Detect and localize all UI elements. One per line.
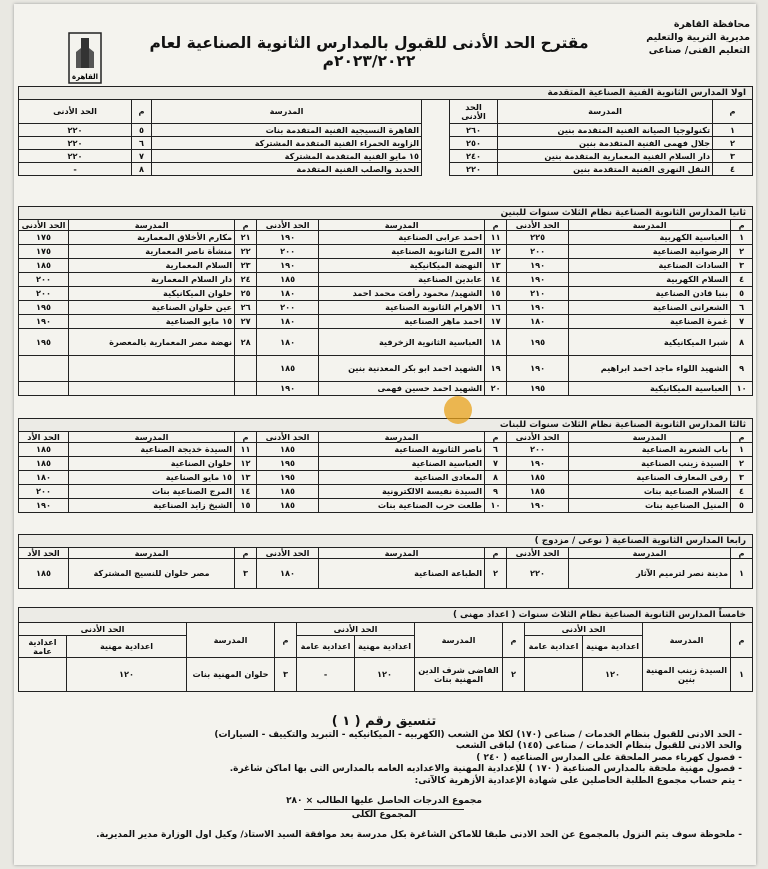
s2-num: ٢٣ <box>235 259 257 273</box>
s3-school: رقى المعارف الصناعية <box>569 471 731 485</box>
s2-min: ١٨٠ <box>257 287 319 301</box>
s3-row <box>19 471 753 485</box>
s1-school: الحديد والصلب الفنية المتقدمة <box>152 163 422 176</box>
s3-min: ١٩٠ <box>19 499 69 513</box>
s2-school <box>69 356 235 382</box>
s3-school: العباسية الصناعية <box>319 457 485 471</box>
s1-min: - <box>19 163 132 176</box>
s2-min: ١٩٠ <box>507 301 569 315</box>
s2-min: ٢٠٠ <box>507 245 569 259</box>
s2-num: ٢ <box>731 245 753 259</box>
s3-min: ١٩٥ <box>257 457 319 471</box>
s2-num: ٥ <box>731 287 753 301</box>
s3-school: المنيل الصناعية بنات <box>569 499 731 513</box>
s5-sub-general: اعدادية عامة <box>19 636 67 658</box>
section1-title: اولا المدارس الثانوية الفنية الصناعية المتقدمة <box>19 87 753 100</box>
s2-num: ٢٢ <box>235 245 257 259</box>
s3-num: ٥ <box>731 499 753 513</box>
s5-gen <box>525 658 583 692</box>
s2-header-min: الحد الأدنى <box>257 220 319 231</box>
s2-num: ٢١ <box>235 231 257 245</box>
s2-min: ١٨٠ <box>257 315 319 329</box>
s3-row <box>19 499 753 513</box>
s2-school: السلام المعمارية <box>69 259 235 273</box>
s2-min: ٢١٠ <box>507 287 569 301</box>
s3-header-school: المدرسة <box>569 432 731 443</box>
s1-min: ٢٢٠ <box>19 150 132 163</box>
s5-header-min: الحد الأدنى <box>297 623 415 636</box>
s3-min: ١٨٥ <box>507 471 569 485</box>
s2-school: مكارم الأخلاق المعمارية <box>69 231 235 245</box>
s3-school: ناصر الثانوية الصناعية <box>319 443 485 457</box>
s2-row <box>19 329 753 356</box>
s3-min: ١٨٥ <box>507 485 569 499</box>
s1-num: ٦ <box>132 137 152 150</box>
s1-school: دار السلام الفنية المعمارية المتقدمة بنين <box>498 150 713 163</box>
s3-school: حلوان الصناعية <box>69 457 235 471</box>
s5-header-num: م <box>275 623 297 658</box>
s1-school: القاهرة النسيجية الفنية المتقدمة بنات <box>152 124 422 137</box>
section2-rows <box>19 231 753 396</box>
s2-num: ٤ <box>731 273 753 287</box>
s2-num: ١٩ <box>485 356 507 382</box>
s4-header-min: الحد الأد <box>19 548 69 559</box>
s4-header-num: م <box>731 548 753 559</box>
s2-school: بنبا قادن الصناعية <box>569 287 731 301</box>
s4-num: ١ <box>731 559 753 589</box>
s3-school: السيدة زينب الصناعية <box>569 457 731 471</box>
s3-num: ٨ <box>485 471 507 485</box>
s2-num: ١١ <box>485 231 507 245</box>
s5-voc: ١٢٠ <box>355 658 415 692</box>
s2-school <box>69 382 235 396</box>
s1-gap <box>422 137 450 150</box>
s3-min: ١٨٠ <box>19 471 69 485</box>
s1-min: ٢٥٠ <box>450 137 498 150</box>
s4-header-num: م <box>485 548 507 559</box>
s2-school: الشهيد/ محمود رأفت محمد احمد <box>319 287 485 301</box>
s2-min: ١٩٠ <box>507 356 569 382</box>
s3-min: ٢٠٠ <box>507 443 569 457</box>
s3-num: ٩ <box>485 485 507 499</box>
s1-min: ٢٤٠ <box>450 150 498 163</box>
s2-school: احمد عرابى الصناعية <box>319 231 485 245</box>
s2-school: الاهرام الثانوية الصناعية <box>319 301 485 315</box>
s5-gen: - <box>297 658 355 692</box>
s1-header-min: الحد الأدنى <box>450 100 498 124</box>
s2-num: ١٧ <box>485 315 507 329</box>
s2-num: ٢٧ <box>235 315 257 329</box>
s3-num: ١ <box>731 443 753 457</box>
section3-title: ثالثا المدارس الثانوية الصناعية نظام الثلاث سنوات للبنات <box>19 419 753 432</box>
note-line: - يتم حساب مجموع الطلبة الحاصلين على شهادة الإعدادية الأزهرية كالآتى: <box>414 775 742 786</box>
s4-school: مصر حلوان للنسيج المشتركة <box>69 559 235 589</box>
s1-header-school-2: المدرسة <box>152 100 422 124</box>
s1-school: ١٥ مايو الفنية المتقدمة المشتركة <box>152 150 422 163</box>
s4-school: مدينة نصر لترميم الآثار <box>569 559 731 589</box>
s2-school: دار السلام المعمارية <box>69 273 235 287</box>
s2-num: ١٨ <box>485 329 507 356</box>
section2-table <box>18 206 753 396</box>
s2-header-num: م <box>731 220 753 231</box>
s1-num: ٤ <box>713 163 753 176</box>
s5-header-school: المدرسة <box>415 623 503 658</box>
s1-num: ١ <box>713 124 753 137</box>
s2-num: ١٤ <box>485 273 507 287</box>
s1-min: ٢٦٠ <box>450 124 498 137</box>
s4-header-school: المدرسة <box>569 548 731 559</box>
s2-school: الرضوانية الصناعية <box>569 245 731 259</box>
s3-min: ١٨٥ <box>19 443 69 457</box>
s3-header-min: الحد الأد <box>19 432 69 443</box>
s3-header-school: المدرسة <box>69 432 235 443</box>
s3-school: طلعت حرب الصناعية بنات <box>319 499 485 513</box>
s3-header-num: م <box>731 432 753 443</box>
document-page <box>14 4 756 865</box>
directorate-line-1: محافظة القاهرة <box>673 19 750 30</box>
s1-school: النقل النهرى الفنية المتقدمة بنين <box>498 163 713 176</box>
watermark-icon <box>444 396 472 424</box>
s2-row <box>19 301 753 315</box>
s3-school: ١٥ مايو الصناعية <box>69 471 235 485</box>
s3-num: ١٢ <box>235 457 257 471</box>
s2-row <box>19 287 753 301</box>
s2-min: ٢٠٠ <box>257 245 319 259</box>
formula-denominator: المجموع الكلى <box>304 809 464 822</box>
s3-row <box>19 485 753 499</box>
s3-header-min: الحد الأدنى <box>507 432 569 443</box>
s4-min: ١٨٠ <box>257 559 319 589</box>
s5-num: ١ <box>731 658 753 692</box>
s5-sub-vocational: اعدادية مهنية <box>355 636 415 658</box>
s2-header-school: المدرسة <box>319 220 485 231</box>
section4-table <box>18 534 753 589</box>
s3-min: ١٨٥ <box>257 443 319 457</box>
s1-header-school: المدرسة <box>498 100 713 124</box>
s2-school: غمرة الصناعية <box>569 315 731 329</box>
s2-min: ١٨٠ <box>507 315 569 329</box>
s2-min <box>19 356 69 382</box>
formula-numerator: مجموع الدرجات الحاصل عليها الطالب × ٢٨٠ <box>286 795 482 806</box>
s2-min: ١٩٠ <box>507 273 569 287</box>
s2-min: ١٩٠ <box>257 382 319 396</box>
s3-num: ١٣ <box>235 471 257 485</box>
s2-school: الشهيد احمد حسين فهمى <box>319 382 485 396</box>
s3-row <box>19 457 753 471</box>
s2-school: الشهيد احمد ابو بكر المعدنية بنين <box>319 356 485 382</box>
s3-school: المرج الصناعية بنات <box>69 485 235 499</box>
note-line: - الحد الادنى للقبول بنظام الخدمات / صناعى (١٧٠) لكلا من الشعب (الكهربيه - الميكانيكيه - التبريد والتكييف - السيارات) <box>214 729 742 740</box>
s2-min: ٢٢٥ <box>507 231 569 245</box>
notes-title: تنسيق رقم ( ١ ) <box>331 714 437 729</box>
s2-min: ١٧٥ <box>19 245 69 259</box>
s5-school: حلوان المهنية بنات <box>187 658 275 692</box>
s5-sub-vocational: اعدادية مهنية <box>67 636 187 658</box>
s4-header-min: الحد الأدنى <box>507 548 569 559</box>
s2-num: ٢٦ <box>235 301 257 315</box>
s4-num: ٢ <box>485 559 507 589</box>
s3-header-num: م <box>485 432 507 443</box>
s2-school: السادات الصناعية <box>569 259 731 273</box>
s2-num: ٨ <box>731 329 753 356</box>
s5-header-min: الحد الأدنى <box>19 623 187 636</box>
s1-school: جلال فهمى الفنية المتقدمة بنين <box>498 137 713 150</box>
s2-school: النهضة الميكانيكية <box>319 259 485 273</box>
s3-min: ١٩٠ <box>507 499 569 513</box>
s1-num: ٨ <box>132 163 152 176</box>
s2-header-num: م <box>235 220 257 231</box>
s3-num: ١٤ <box>235 485 257 499</box>
notes-block <box>26 716 742 841</box>
s1-gap <box>422 163 450 176</box>
s2-num: ٧ <box>731 315 753 329</box>
s5-sub-general: اعدادية عامة <box>525 636 583 658</box>
s2-school: السلام الكهربية <box>569 273 731 287</box>
s2-school: منشأة ناصر المعمارية <box>69 245 235 259</box>
s5-sub-vocational: اعدادية مهنية <box>583 636 643 658</box>
s2-min: ١٩٥ <box>19 329 69 356</box>
s3-row <box>19 443 753 457</box>
s4-min: ١٨٥ <box>19 559 69 589</box>
s5-gen <box>19 658 67 692</box>
s5-voc: ١٢٠ <box>67 658 187 692</box>
s2-num: ٢٠ <box>485 382 507 396</box>
s2-min: ١٩٥ <box>507 329 569 356</box>
section2-title: ثانيا المدارس الثانوية الصناعية نظام الثلاث سنوات للبنين <box>19 207 753 220</box>
s2-num: ١ <box>731 231 753 245</box>
s3-num: ٣ <box>731 471 753 485</box>
s3-num: ٧ <box>485 457 507 471</box>
s2-header-min: الحد الأدنى <box>19 220 69 231</box>
note-line: - فصول مهنية ملحقة بالمدارس الصناعية ( ١٧٠ ) للإعدادية المهنية والاعداديه العامه بالمدارس التى بها اماكن شاغرة. <box>229 764 742 775</box>
s2-header-num: م <box>485 220 507 231</box>
s2-school: حلوان الميكانيكية <box>69 287 235 301</box>
s2-min: ١٩٠ <box>19 315 69 329</box>
s2-header-min: الحد الأدنى <box>507 220 569 231</box>
s2-row <box>19 231 753 245</box>
s4-header-school: المدرسة <box>319 548 485 559</box>
s3-school: السيدة خديجة الصناعية <box>69 443 235 457</box>
s1-num: ٣ <box>713 150 753 163</box>
document-header <box>14 4 756 86</box>
note-line: - فصول كهرباء مصر الملحقة على المدارس الصناعيه ( ٢٤٠ ) <box>476 752 742 763</box>
s3-header-num: م <box>235 432 257 443</box>
s2-min: ١٨٥ <box>19 259 69 273</box>
cairo-logo-icon <box>68 32 102 84</box>
s2-min: ٢٠٠ <box>19 287 69 301</box>
s1-num: ٥ <box>132 124 152 137</box>
s5-header-num: م <box>503 623 525 658</box>
s1-min: ٢٢٠ <box>19 137 132 150</box>
s1-school: تكنولوجيا الصيانة الفنية المتقدمة بنين <box>498 124 713 137</box>
s1-min: ٢٢٠ <box>19 124 132 137</box>
s2-num <box>235 382 257 396</box>
s3-num: ١٠ <box>485 499 507 513</box>
section4-title: رابعا المدارس الثانوية الصناعية ( نوعى / مزدوج ) <box>19 535 753 548</box>
s3-min: ١٨٥ <box>257 485 319 499</box>
s2-school: نهضة مصر المعمارية بالمعصرة <box>69 329 235 356</box>
s1-min: ٢٢٠ <box>450 163 498 176</box>
s2-num: ٣ <box>731 259 753 273</box>
section3-table <box>18 418 753 513</box>
s2-school: ١٥ مايو الصناعية <box>69 315 235 329</box>
s1-gap <box>422 100 450 124</box>
directorate-block <box>600 18 750 57</box>
s2-row <box>19 382 753 396</box>
s1-header-min-2: الحد الأدنى <box>19 100 132 124</box>
s5-header-school: المدرسة <box>643 623 731 658</box>
s3-min: ١٨٥ <box>19 457 69 471</box>
s2-school: شبرا الميكانيكية <box>569 329 731 356</box>
s1-school: الزاوية الحمراء الفنية المتقدمة المشتركة <box>152 137 422 150</box>
s3-school: المعادى الصناعية <box>319 471 485 485</box>
s4-header-num: م <box>235 548 257 559</box>
s1-header-num-2: م <box>132 100 152 124</box>
s5-num: ٣ <box>275 658 297 692</box>
s4-school: الطباعة الصناعية <box>319 559 485 589</box>
note-line: والحد الادنى للقبول بنظام الخدمات / صناعى (١٤٥) لباقى الشعب <box>455 741 742 752</box>
s4-header-school: المدرسة <box>69 548 235 559</box>
s3-num: ٦ <box>485 443 507 457</box>
s2-min <box>19 382 69 396</box>
s4-min: ٢٢٠ <box>507 559 569 589</box>
s2-row <box>19 356 753 382</box>
s2-num: ١٢ <box>485 245 507 259</box>
s3-min: ٢٠٠ <box>19 485 69 499</box>
s3-num: ٢ <box>731 457 753 471</box>
s3-num: ١١ <box>235 443 257 457</box>
s2-min: ٢٠٠ <box>257 301 319 315</box>
document-title: مقترح الحد الأدنى للقبول بالمدارس الثانوية الصناعية لعام ٢٠٢٣/٢٠٢٢م <box>149 34 589 70</box>
s5-header-num: م <box>731 623 753 658</box>
section1-table <box>18 86 753 176</box>
s2-row <box>19 315 753 329</box>
s1-num: ٧ <box>132 150 152 163</box>
directorate-line-3: التعليم الفنى/ صناعى <box>648 45 750 56</box>
s3-school: باب الشعرية الصناعية <box>569 443 731 457</box>
s5-school: القاضى شرف الدين المهنية بنات <box>415 658 503 692</box>
section5-title: خامساً المدارس الثانوية الصناعية نظام الثلاث سنوات ( اعداد مهنى ) <box>19 608 753 623</box>
s3-school: الشيخ زايد الصناعية <box>69 499 235 513</box>
notes-footer: - ملحوظة سوف يتم النزول بالمجموع عن الحد الادنى طبقا للاماكن الشاغرة بكل مدرسة بعد موافقة السيد الاستاذ/ وكيل اول الوزارة مدير المديرية. <box>96 829 742 840</box>
s3-min: ١٩٠ <box>507 457 569 471</box>
s2-min: ١٨٥ <box>257 273 319 287</box>
s2-num: ٩ <box>731 356 753 382</box>
s2-row <box>19 259 753 273</box>
s2-min: ١٩٠ <box>257 231 319 245</box>
s2-num: ٢٤ <box>235 273 257 287</box>
s2-school: العباسية الميكانيكية <box>569 382 731 396</box>
svg-text:القاهرة: القاهرة <box>71 73 99 81</box>
s2-min: ١٩٥ <box>507 382 569 396</box>
s3-num: ٤ <box>731 485 753 499</box>
s2-school: احمد ماهر الصناعية <box>319 315 485 329</box>
s2-num: ١٥ <box>485 287 507 301</box>
s2-num: ١٣ <box>485 259 507 273</box>
s2-school: العباسية الثانوية الزخرفية <box>319 329 485 356</box>
s2-min: ١٩٠ <box>257 259 319 273</box>
s3-school: السلام الصناعية بنات <box>569 485 731 499</box>
s2-num: ١٠ <box>731 382 753 396</box>
s2-num: ١٦ <box>485 301 507 315</box>
s3-min: ١٩٥ <box>257 471 319 485</box>
s1-gap <box>422 124 450 137</box>
s2-min: ٢٠٠ <box>19 273 69 287</box>
s2-school: الشعرانى الصناعية <box>569 301 731 315</box>
s2-school: عين حلوان الصناعية <box>69 301 235 315</box>
s2-min: ١٨٥ <box>257 356 319 382</box>
s5-header-min: الحد الأدنى <box>525 623 643 636</box>
s2-num: ٦ <box>731 301 753 315</box>
s3-num: ١٥ <box>235 499 257 513</box>
s2-min: ١٩٥ <box>19 301 69 315</box>
s2-min: ١٩٠ <box>507 259 569 273</box>
section5-table <box>18 607 753 692</box>
s3-school: السيدة نفيسة الالكترونية <box>319 485 485 499</box>
s5-voc: ١٢٠ <box>583 658 643 692</box>
s4-header-min: الحد الأدنى <box>257 548 319 559</box>
s2-header-school: المدرسة <box>69 220 235 231</box>
s1-header-num: م <box>713 100 753 124</box>
s2-school: عابدين الصناعية <box>319 273 485 287</box>
s5-header-school: المدرسة <box>187 623 275 658</box>
s1-gap <box>422 150 450 163</box>
s2-row <box>19 273 753 287</box>
s2-num <box>235 356 257 382</box>
section3-rows <box>19 443 753 513</box>
s2-num: ٢٥ <box>235 287 257 301</box>
s4-num: ٣ <box>235 559 257 589</box>
directorate-line-2: مديرية التربية والتعليم <box>646 32 750 43</box>
s3-min: ١٨٥ <box>257 499 319 513</box>
s5-num: ٢ <box>503 658 525 692</box>
s2-school: المرج الثانوية الصناعية <box>319 245 485 259</box>
s2-school: العباسية الكهربية <box>569 231 731 245</box>
s2-min: ١٨٠ <box>257 329 319 356</box>
s5-sub-general: اعدادية عامة <box>297 636 355 658</box>
s2-num: ٢٨ <box>235 329 257 356</box>
s3-header-min: الحد الأدنى <box>257 432 319 443</box>
s5-school: السيدة زينب المهنية بنين <box>643 658 731 692</box>
s2-school: الشهيد اللواء ماجد احمد ابراهيم <box>569 356 731 382</box>
s3-header-school: المدرسة <box>319 432 485 443</box>
s2-row <box>19 245 753 259</box>
s2-header-school: المدرسة <box>569 220 731 231</box>
s1-num: ٢ <box>713 137 753 150</box>
s2-min: ١٧٥ <box>19 231 69 245</box>
